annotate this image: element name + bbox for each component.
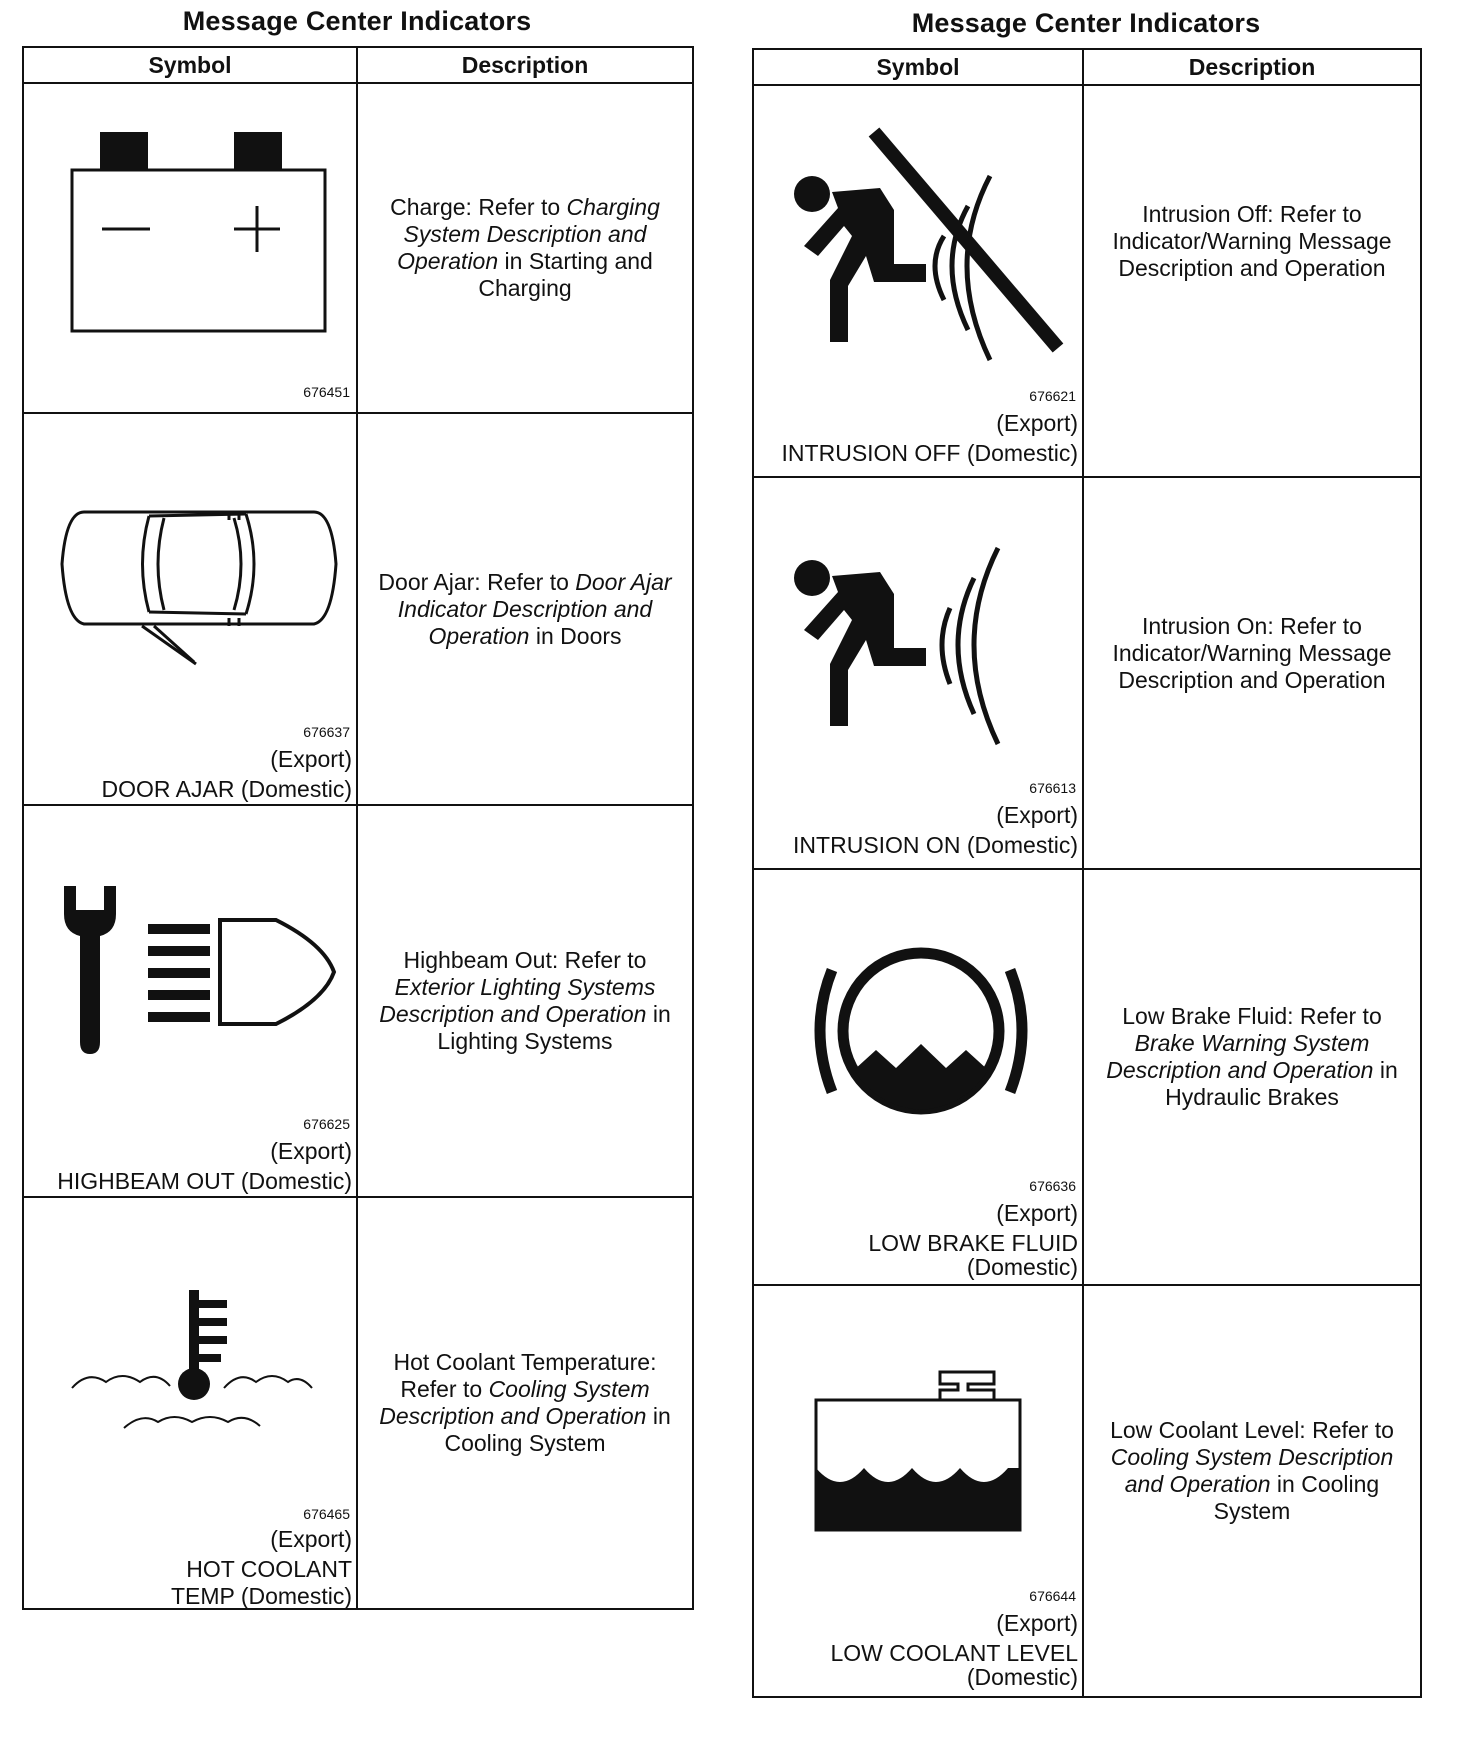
description-reference: Cooling System Description and Operation <box>1110 1444 1394 1497</box>
symbol-cell <box>23 805 357 1197</box>
description-prefix: Charge: Refer to <box>390 194 567 220</box>
symbol-cell <box>23 83 357 413</box>
description-cell <box>357 1197 693 1609</box>
left-table-title: Message Center Indicators <box>182 6 532 36</box>
description-reference: Charging System Description and Operation <box>397 194 660 274</box>
symbol-cell <box>753 1285 1083 1697</box>
table-row <box>753 85 1421 477</box>
symbol-cell <box>753 85 1083 477</box>
table-row <box>23 413 693 805</box>
symbol-code: 676644 <box>1029 1588 1076 1604</box>
description-prefix: Door Ajar: Refer to <box>378 568 576 595</box>
symbol-domestic-suffix: (Domestic) <box>966 1664 1078 1690</box>
symbol-export-label: (Export) <box>270 1138 352 1164</box>
description-cell <box>1083 477 1421 869</box>
description-reference: Cooling System Description and Operation <box>379 1376 650 1429</box>
description-suffix: in Doors <box>529 622 622 649</box>
description-suffix: in Starting and Charging <box>478 248 653 301</box>
description-reference: Brake Warning System Description and Operation <box>1106 1030 1374 1083</box>
symbol-code: 676637 <box>303 724 350 740</box>
left-indicator-table <box>22 46 694 1610</box>
description-prefix: Hot Coolant Temperature: Refer to <box>393 1349 657 1402</box>
symbol-code: 676636 <box>1029 1178 1076 1194</box>
symbol-export-label: (Export) <box>270 1526 352 1552</box>
table-row <box>23 1197 693 1609</box>
symbol-domestic-label: INTRUSION OFF (Domestic) <box>781 440 1078 466</box>
description-cell <box>357 413 693 805</box>
description-cell <box>357 83 693 413</box>
right-table-title: Message Center Indicators <box>911 8 1261 38</box>
description-prefix: Highbeam Out: Refer to <box>403 947 647 973</box>
table-row <box>753 477 1421 869</box>
right-indicator-table <box>752 48 1422 1698</box>
symbol-domestic-suffix: (Domestic) <box>966 1254 1078 1280</box>
description-cell <box>1083 1285 1421 1697</box>
description-reference: Door Ajar Indicator Description and Operation <box>397 568 672 649</box>
symbol-code: 676613 <box>1029 780 1076 796</box>
description-cell <box>1083 85 1421 477</box>
symbol-code: 676465 <box>303 1506 350 1522</box>
battery-icon <box>24 84 358 412</box>
table-row <box>753 1285 1421 1697</box>
description-cell <box>1083 869 1421 1285</box>
right-col-symbol-header: Symbol <box>753 49 1083 85</box>
symbol-code: 676625 <box>303 1116 350 1132</box>
description-suffix: in Lighting Systems <box>437 1001 671 1054</box>
description-text: Intrusion Off: Refer to Indicator/Warning Message Description and Operation <box>1112 200 1392 281</box>
symbol-domestic-label: DOOR AJAR (Domestic) <box>101 776 352 802</box>
description-suffix: in Cooling System <box>444 1403 671 1456</box>
symbol-cell <box>753 869 1083 1285</box>
symbol-export-label: (Export) <box>996 1610 1078 1636</box>
table-row <box>23 83 693 413</box>
description-suffix: in Hydraulic Brakes <box>1165 1057 1398 1110</box>
symbol-domestic-label: HIGHBEAM OUT (Domestic) <box>57 1168 352 1194</box>
symbol-code: 676621 <box>1029 388 1076 404</box>
description-prefix: Low Coolant Level: Refer to <box>1110 1417 1394 1443</box>
right-col-description-header: Description <box>1083 49 1421 85</box>
symbol-domestic-label: LOW BRAKE FLUID <box>868 1230 1078 1256</box>
symbol-domestic-label: HOT COOLANT TEMP (Domestic) <box>170 1556 352 1609</box>
left-col-symbol-header: Symbol <box>23 47 357 83</box>
table-row <box>753 869 1421 1285</box>
symbol-export-label: (Export) <box>996 1200 1078 1226</box>
symbol-cell <box>23 1197 357 1609</box>
description-suffix: in Cooling System <box>1213 1471 1380 1524</box>
symbol-code: 676451 <box>303 384 350 400</box>
description-text: Intrusion On: Refer to Indicator/Warning Message Description and Operation <box>1112 612 1392 693</box>
description-reference: Exterior Lighting Systems Description and Operation <box>379 974 656 1027</box>
table-row <box>23 805 693 1197</box>
description-cell <box>357 805 693 1197</box>
description-prefix: Low Brake Fluid: Refer to <box>1122 1003 1382 1029</box>
symbol-cell <box>23 413 357 805</box>
symbol-domestic-label: INTRUSION ON (Domestic) <box>793 832 1078 858</box>
symbol-domestic-label: LOW COOLANT LEVEL <box>830 1640 1078 1666</box>
symbol-export-label: (Export) <box>996 802 1078 828</box>
symbol-cell <box>753 477 1083 869</box>
symbol-export-label: (Export) <box>996 410 1078 436</box>
symbol-export-label: (Export) <box>270 746 352 772</box>
left-col-description-header: Description <box>357 47 693 83</box>
